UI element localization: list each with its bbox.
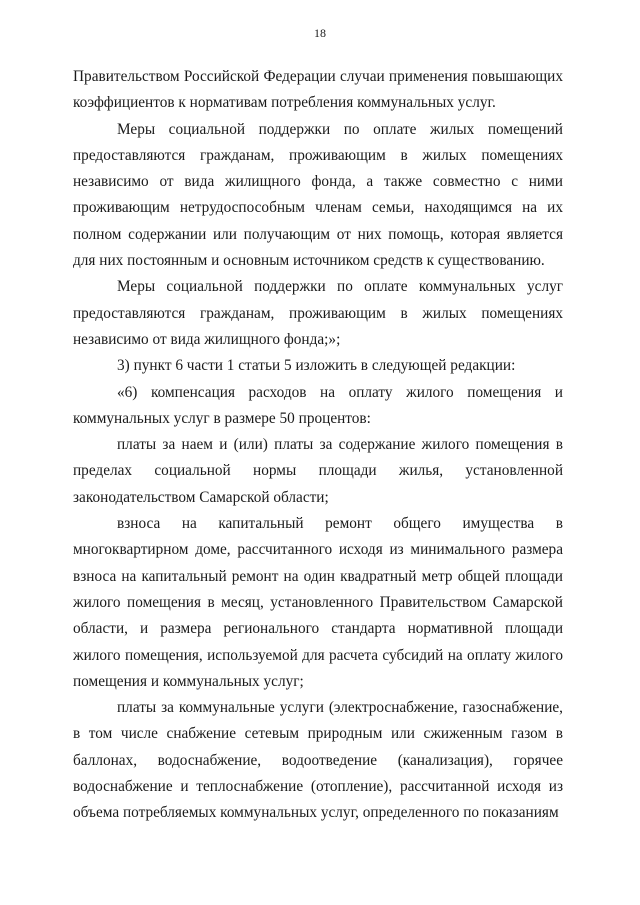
paragraph-compensation-50: «6) компенсация расходов на оплату жилого помещения и коммунальных услуг в размере 50 процентов: — [73, 383, 563, 427]
paragraph-continuation: Правительством Российской Федерации случаи применения повышающих коэффициентов к нормативам потребления коммунальных услуг. — [73, 68, 563, 112]
paragraph-capital-repair: взноса на капитальный ремонт общего имущества в многоквартирном доме, рассчитанного исходя из минимального размера взноса на капитальный ремонт на один квадратный метр общей площади жилого помещения в месяц, установленного Правительством Самарской области, и размера регионального стандарта нормативной площади жилого помещения, используемой для расчета субсидий на оплату жилого помещения и коммунальных услуг; — [73, 515, 563, 690]
document-body — [73, 64, 563, 827]
paragraph-housing-support: Меры социальной поддержки по оплате жилых помещений предоставляются гражданам, проживающим в жилых помещениях независимо от вида жилищного фонда, а также совместно с ними проживающим нетрудоспособным членам семьи, находящимся на их полном содержании или получающим от них помощь, которая является для них постоянным и основным источником средств к существованию. — [73, 120, 563, 270]
paragraph-amendment-item-3: 3) пункт 6 части 1 статьи 5 изложить в следующей редакции: — [117, 357, 516, 375]
page-number: 18 — [314, 26, 326, 40]
paragraph-utility-payment: платы за коммунальные услуги (электроснабжение, газоснабжение, в том числе снабжение сетевым природным или сжиженным газом в баллонах, водоснабжение, водоотведение (канализация), горячее водоснабжение и теплоснабжение (отопление), рассчитанной исходя из объема потребляемых коммунальных услуг, определенного по показаниям — [73, 699, 563, 822]
paragraph-rent-payment: платы за наем и (или) платы за содержание жилого помещения в пределах социальной нормы площади жилья, установленной законодательством Самарской области; — [73, 436, 563, 506]
paragraph-utility-support: Меры социальной поддержки по оплате коммунальных услуг предоставляются гражданам, проживающим в жилых помещениях независимо от вида жилищного фонда;»; — [73, 278, 563, 348]
